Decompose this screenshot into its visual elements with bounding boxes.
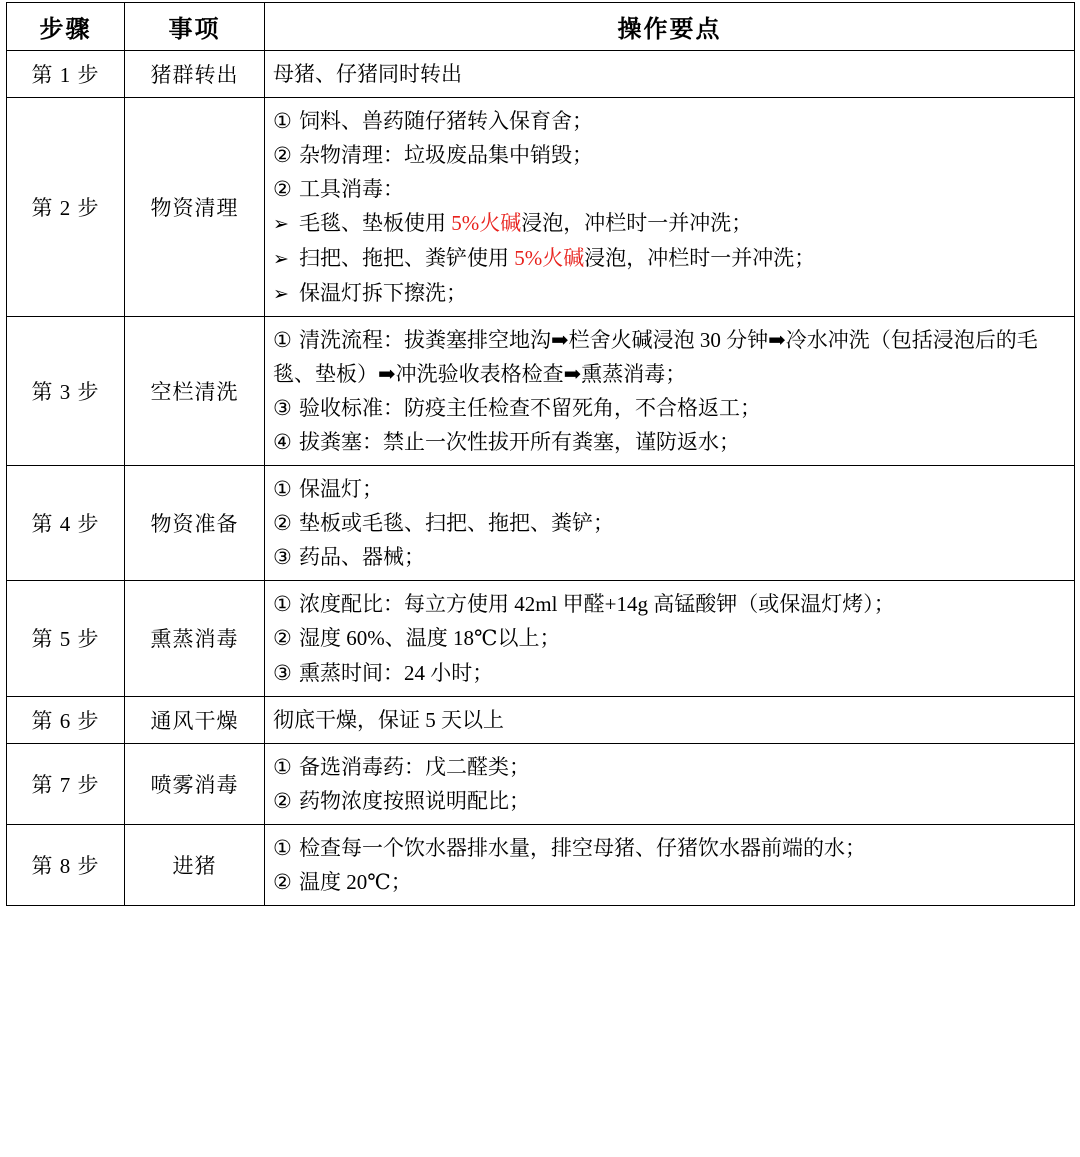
operation-point-line — [273, 104, 1066, 138]
highlighted-term: 5%火碱 — [451, 211, 522, 236]
table-row — [7, 696, 1075, 743]
list-marker: ➢ — [273, 283, 289, 305]
point-text: 熏蒸时间：24 小时； — [299, 660, 494, 685]
list-marker: ② — [273, 788, 292, 813]
point-text: 湿度 60%、温度 18℃以上； — [299, 626, 561, 651]
cell-step: 第 6 步 — [7, 696, 125, 743]
point-text-post: 浸泡，冲栏时一并冲洗； — [521, 211, 753, 236]
point-text: 垫板或毛毯、扫把、拖把、粪铲； — [299, 511, 614, 536]
cell-step: 第 2 步 — [7, 98, 125, 317]
list-marker: ① — [273, 477, 292, 502]
cell-operation-points — [265, 466, 1075, 581]
cell-step: 第 3 步 — [7, 317, 125, 466]
table-row — [7, 824, 1075, 905]
point-text: 拔粪塞：禁止一次性拔开所有粪塞，谨防返水； — [299, 430, 740, 455]
list-marker: ② — [273, 177, 292, 202]
cell-step: 第 4 步 — [7, 466, 125, 581]
point-text: 饲料、兽药随仔猪转入保育舍； — [299, 109, 593, 134]
point-text: 保温灯； — [299, 477, 383, 502]
operation-point-line — [273, 206, 1066, 241]
point-text-post: 浸泡，冲栏时一并冲洗； — [584, 245, 816, 270]
list-marker: ② — [273, 143, 292, 168]
cell-item: 物资准备 — [125, 466, 265, 581]
cell-operation-points — [265, 98, 1075, 317]
point-text-pre: 扫把、拖把、粪铲使用 — [299, 245, 515, 270]
cell-step: 第 7 步 — [7, 743, 125, 824]
operation-point-line — [273, 865, 1066, 899]
cell-item: 喷雾消毒 — [125, 743, 265, 824]
point-text: 杂物清理：垃圾废品集中销毁； — [299, 143, 593, 168]
list-marker: ③ — [273, 396, 292, 421]
cell-step: 第 5 步 — [7, 581, 125, 696]
list-marker: ② — [273, 869, 292, 894]
cell-operation-points — [265, 743, 1075, 824]
operation-point-line — [273, 750, 1066, 784]
operation-point-line — [273, 703, 1066, 737]
cell-step: 第 8 步 — [7, 824, 125, 905]
table-row — [7, 98, 1075, 317]
list-marker: ③ — [273, 545, 292, 570]
operation-point-line — [273, 621, 1066, 655]
point-text-pre: 毛毯、垫板使用 — [299, 211, 452, 236]
operation-point-line — [273, 540, 1066, 574]
operation-point-line — [273, 506, 1066, 540]
column-header-step: 步骤 — [7, 3, 125, 51]
table-row — [7, 51, 1075, 98]
point-text: 药物浓度按照说明配比； — [299, 788, 530, 813]
cell-item: 熏蒸消毒 — [125, 581, 265, 696]
operation-point-line — [273, 391, 1066, 425]
cell-item: 空栏清洗 — [125, 317, 265, 466]
list-marker: ① — [273, 835, 292, 860]
operation-point-line — [273, 172, 1066, 206]
table-head — [7, 3, 1075, 51]
column-header-points: 操作要点 — [265, 3, 1075, 51]
cell-item: 进猪 — [125, 824, 265, 905]
table-row — [7, 581, 1075, 696]
operation-point-line — [273, 656, 1066, 690]
cell-operation-points — [265, 824, 1075, 905]
point-text: 浓度配比：每立方使用 42ml 甲醛+14g 高锰酸钾（或保温灯烤）； — [299, 592, 895, 617]
list-marker: ① — [273, 328, 292, 353]
point-text: 清洗流程：拔粪塞排空地沟➡栏舍火碱浸泡 30 分钟➡冷水冲洗（包括浸泡后的毛毯、垫板）➡冲洗验收表格检查➡熏蒸消毒； — [273, 328, 1038, 387]
point-text: 彻底干燥，保证 5 天以上 — [273, 707, 504, 732]
operation-point-line — [273, 241, 1066, 276]
cell-operation-points — [265, 51, 1075, 98]
cell-operation-points — [265, 696, 1075, 743]
operation-point-line — [273, 276, 1066, 311]
list-marker: ① — [273, 592, 292, 617]
operation-point-line — [273, 425, 1066, 459]
list-marker: ③ — [273, 660, 292, 685]
highlighted-term: 5%火碱 — [514, 245, 585, 270]
list-marker: ① — [273, 754, 292, 779]
point-text: 备选消毒药：戊二醛类； — [299, 754, 530, 779]
procedure-table — [6, 2, 1075, 906]
list-marker: ④ — [273, 430, 292, 455]
operation-point-line — [273, 138, 1066, 172]
operation-point-line — [273, 323, 1066, 391]
point-text: 药品、器械； — [299, 545, 425, 570]
table-row — [7, 466, 1075, 581]
table-body — [7, 51, 1075, 906]
cell-item: 物资清理 — [125, 98, 265, 317]
cell-operation-points — [265, 317, 1075, 466]
operation-point-line — [273, 57, 1066, 91]
cell-step: 第 1 步 — [7, 51, 125, 98]
point-text: 保温灯拆下擦洗； — [299, 280, 467, 305]
point-text: 温度 20℃； — [299, 869, 412, 894]
point-text: 验收标准：防疫主任检查不留死角，不合格返工； — [299, 396, 761, 421]
column-header-item: 事项 — [125, 3, 265, 51]
list-marker: ② — [273, 626, 292, 651]
operation-point-line — [273, 472, 1066, 506]
point-text: 检查每一个饮水器排水量，排空母猪、仔猪饮水器前端的水； — [299, 835, 866, 860]
list-marker: ➢ — [273, 214, 289, 236]
cell-operation-points — [265, 581, 1075, 696]
table-header-row — [7, 3, 1075, 51]
list-marker: ② — [273, 511, 292, 536]
list-marker: ① — [273, 109, 292, 134]
table-row — [7, 743, 1075, 824]
table-row — [7, 317, 1075, 466]
operation-point-line — [273, 587, 1066, 621]
operation-point-line — [273, 784, 1066, 818]
point-text: 工具消毒： — [299, 177, 404, 202]
cell-item: 通风干燥 — [125, 696, 265, 743]
cell-item: 猪群转出 — [125, 51, 265, 98]
list-marker: ➢ — [273, 248, 289, 270]
point-text: 母猪、仔猪同时转出 — [273, 62, 462, 86]
operation-point-line — [273, 831, 1066, 865]
